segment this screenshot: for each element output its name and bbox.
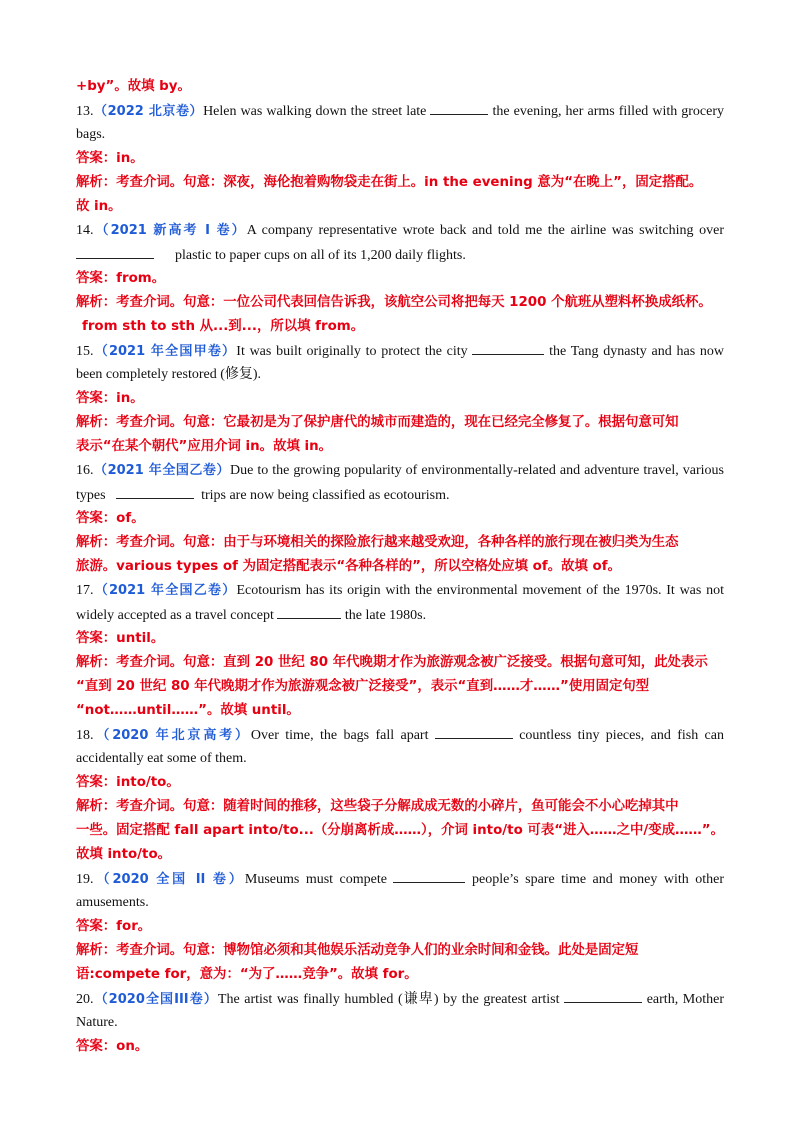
document-page — [76, 76, 724, 1060]
question-17-cont — [76, 604, 724, 626]
answer-blank[interactable] — [393, 868, 465, 883]
explanation-14-line1: 解析：考查介词。句意：一位公司代表回信告诉我，该航空公司将把每天 1200 个航班从塑料杯换成纸杯。 — [76, 295, 712, 310]
question-number: 14. — [76, 223, 94, 238]
answer-14: 答案：from。 — [76, 271, 166, 286]
question-source: （2020 年北京高考） — [93, 728, 251, 743]
question-source: （2021 新高考 I 卷） — [93, 223, 247, 238]
explanation-17-line1: 解析：考查介词。句意：直到 20 世纪 80 年代晚期才作为旅游观念被广泛接受。根据句意可知，此处表示 — [76, 655, 708, 670]
question-number: 20. — [76, 992, 94, 1007]
question-18 — [76, 724, 724, 746]
question-number: 17. — [76, 583, 94, 598]
question-text: It was built originally to protect the city — [236, 344, 468, 359]
question-19 — [76, 868, 724, 890]
question-14 — [76, 220, 724, 242]
question-text: The artist was finally humbled (谦卑) by the greatest artist — [217, 992, 560, 1007]
question-text: Over time, the bags fall apart — [250, 728, 429, 743]
question-text-cont: plastic to paper cups on all of its 1,200 daily flights. — [175, 248, 466, 263]
question-18-cont: accidentally eat some of them. — [76, 751, 247, 766]
question-source: （2021 年全国乙卷） — [93, 463, 230, 478]
question-text-cont: the Tang dynasty and has now — [549, 344, 724, 359]
explanation-17-line3: “not……until……”。故填 until。 — [76, 703, 300, 718]
explanation-19-line2: 语:compete for，意为：“为了……竞争”。故填 for。 — [76, 967, 418, 982]
question-number: 15. — [76, 344, 94, 359]
question-text: Ecotourism has its origin with the environmental movement of the 1970s. It was not — [236, 583, 724, 598]
question-number: 19. — [76, 872, 94, 887]
question-13 — [76, 100, 724, 122]
explanation-17-line2: “直到 20 世纪 80 年代晚期才作为旅游观念被广泛接受”，表示“直到……才……”使用固定句型 — [76, 679, 650, 694]
question-text: Museums must compete — [244, 872, 387, 887]
question-16-cont — [76, 484, 724, 506]
question-source: （2020全国III卷） — [93, 992, 218, 1007]
explanation-16-line1: 解析：考查介词。句意：由于与环境相关的探险旅行越来越受欢迎，各种各样的旅行现在被归类为生态 — [76, 535, 679, 550]
question-text: Due to the growing popularity of environmentally-related and adventure travel, various — [230, 463, 724, 478]
answer-18: 答案：into/to。 — [76, 775, 180, 790]
question-text-cont: the late 1980s. — [344, 608, 427, 623]
question-15-cont: been completely restored (修复). — [76, 367, 262, 382]
explanation-18-line1: 解析：考查介词。句意：随着时间的推移，这些袋子分解成成无数的小碎片，鱼可能会不小心吃掉其中 — [76, 799, 679, 814]
question-text-pre: widely accepted as a travel concept — [76, 608, 274, 623]
question-number: 16. — [76, 463, 94, 478]
explanation-15-line2: 表示“在某个朝代”应用介词 in。故填 in。 — [76, 439, 333, 454]
question-number: 18. — [76, 728, 94, 743]
question-17 — [76, 580, 724, 602]
explanation-13-line1: 解析：考查介词。句意：深夜，海伦抱着购物袋走在街上。in the evening 意为“在晚上”，固定搭配。 — [76, 175, 703, 190]
answer-17: 答案：until。 — [76, 631, 165, 646]
question-number: 13. — [76, 104, 94, 119]
answer-15: 答案：in。 — [76, 391, 144, 406]
question-14-cont — [76, 244, 724, 266]
answer-blank[interactable] — [430, 100, 488, 115]
explanation-18-line2: 一些。固定搭配 fall apart into/to...（分崩离析成……），介词 into/to 可表“进入……之中/变成……”。 — [76, 823, 724, 838]
question-text-cont: countless tiny pieces, and fish can — [519, 728, 724, 743]
question-20 — [76, 988, 724, 1010]
answer-blank[interactable] — [435, 724, 513, 739]
question-20-cont: Nature. — [76, 1015, 118, 1030]
question-text: A company representative wrote back and told me the airline was switching over — [246, 223, 724, 238]
answer-19: 答案：for。 — [76, 919, 152, 934]
answer-16: 答案：of。 — [76, 511, 145, 526]
question-text: Helen was walking down the street late — [203, 104, 427, 119]
question-text-cont: people’s spare time and money with other — [471, 872, 724, 887]
answer-20: 答案：on。 — [76, 1039, 149, 1054]
explanation-19-line1: 解析：考查介词。句意：博物馆必须和其他娱乐活动竞争人们的业余时间和金钱。此处是固定短 — [76, 943, 639, 958]
explanation-18-line3: 故填 into/to。 — [76, 847, 172, 862]
question-text-cont: the evening, her arms filled with grocery — [492, 104, 724, 119]
answer-blank[interactable] — [76, 244, 154, 259]
question-19-cont: amusements. — [76, 895, 149, 910]
answer-blank[interactable] — [116, 484, 194, 499]
explanation-13-line2: 故 in。 — [76, 199, 122, 214]
explanation-14-line2: from sth to sth 从...到...，所以填 from。 — [82, 319, 365, 334]
question-13-cont: bags. — [76, 127, 106, 142]
prev-explanation-tail: +by”。故填 by。 — [76, 79, 191, 94]
question-source: （2021 年全国甲卷） — [93, 344, 237, 359]
question-source: （2021 年全国乙卷） — [93, 583, 237, 598]
question-source: （2022 北京卷） — [93, 104, 204, 119]
question-15 — [76, 340, 724, 362]
question-text-cont: trips are now being classified as ecotourism. — [201, 488, 450, 503]
question-text-pre: types — [76, 488, 106, 503]
question-16 — [76, 460, 724, 482]
answer-blank[interactable] — [277, 604, 341, 619]
explanation-15-line1: 解析：考查介词。句意：它最初是为了保护唐代的城市而建造的，现在已经完全修复了。根据句意可知 — [76, 415, 679, 430]
question-text-cont: earth, Mother — [646, 992, 724, 1007]
answer-blank[interactable] — [564, 988, 642, 1003]
question-source: （2020 全国 II 卷） — [93, 872, 245, 887]
answer-13: 答案：in。 — [76, 151, 144, 166]
answer-blank[interactable] — [472, 340, 544, 355]
explanation-16-line2: 旅游。various types of 为固定搭配表示“各种各样的”，所以空格处应填 of。故填 of。 — [76, 559, 621, 574]
